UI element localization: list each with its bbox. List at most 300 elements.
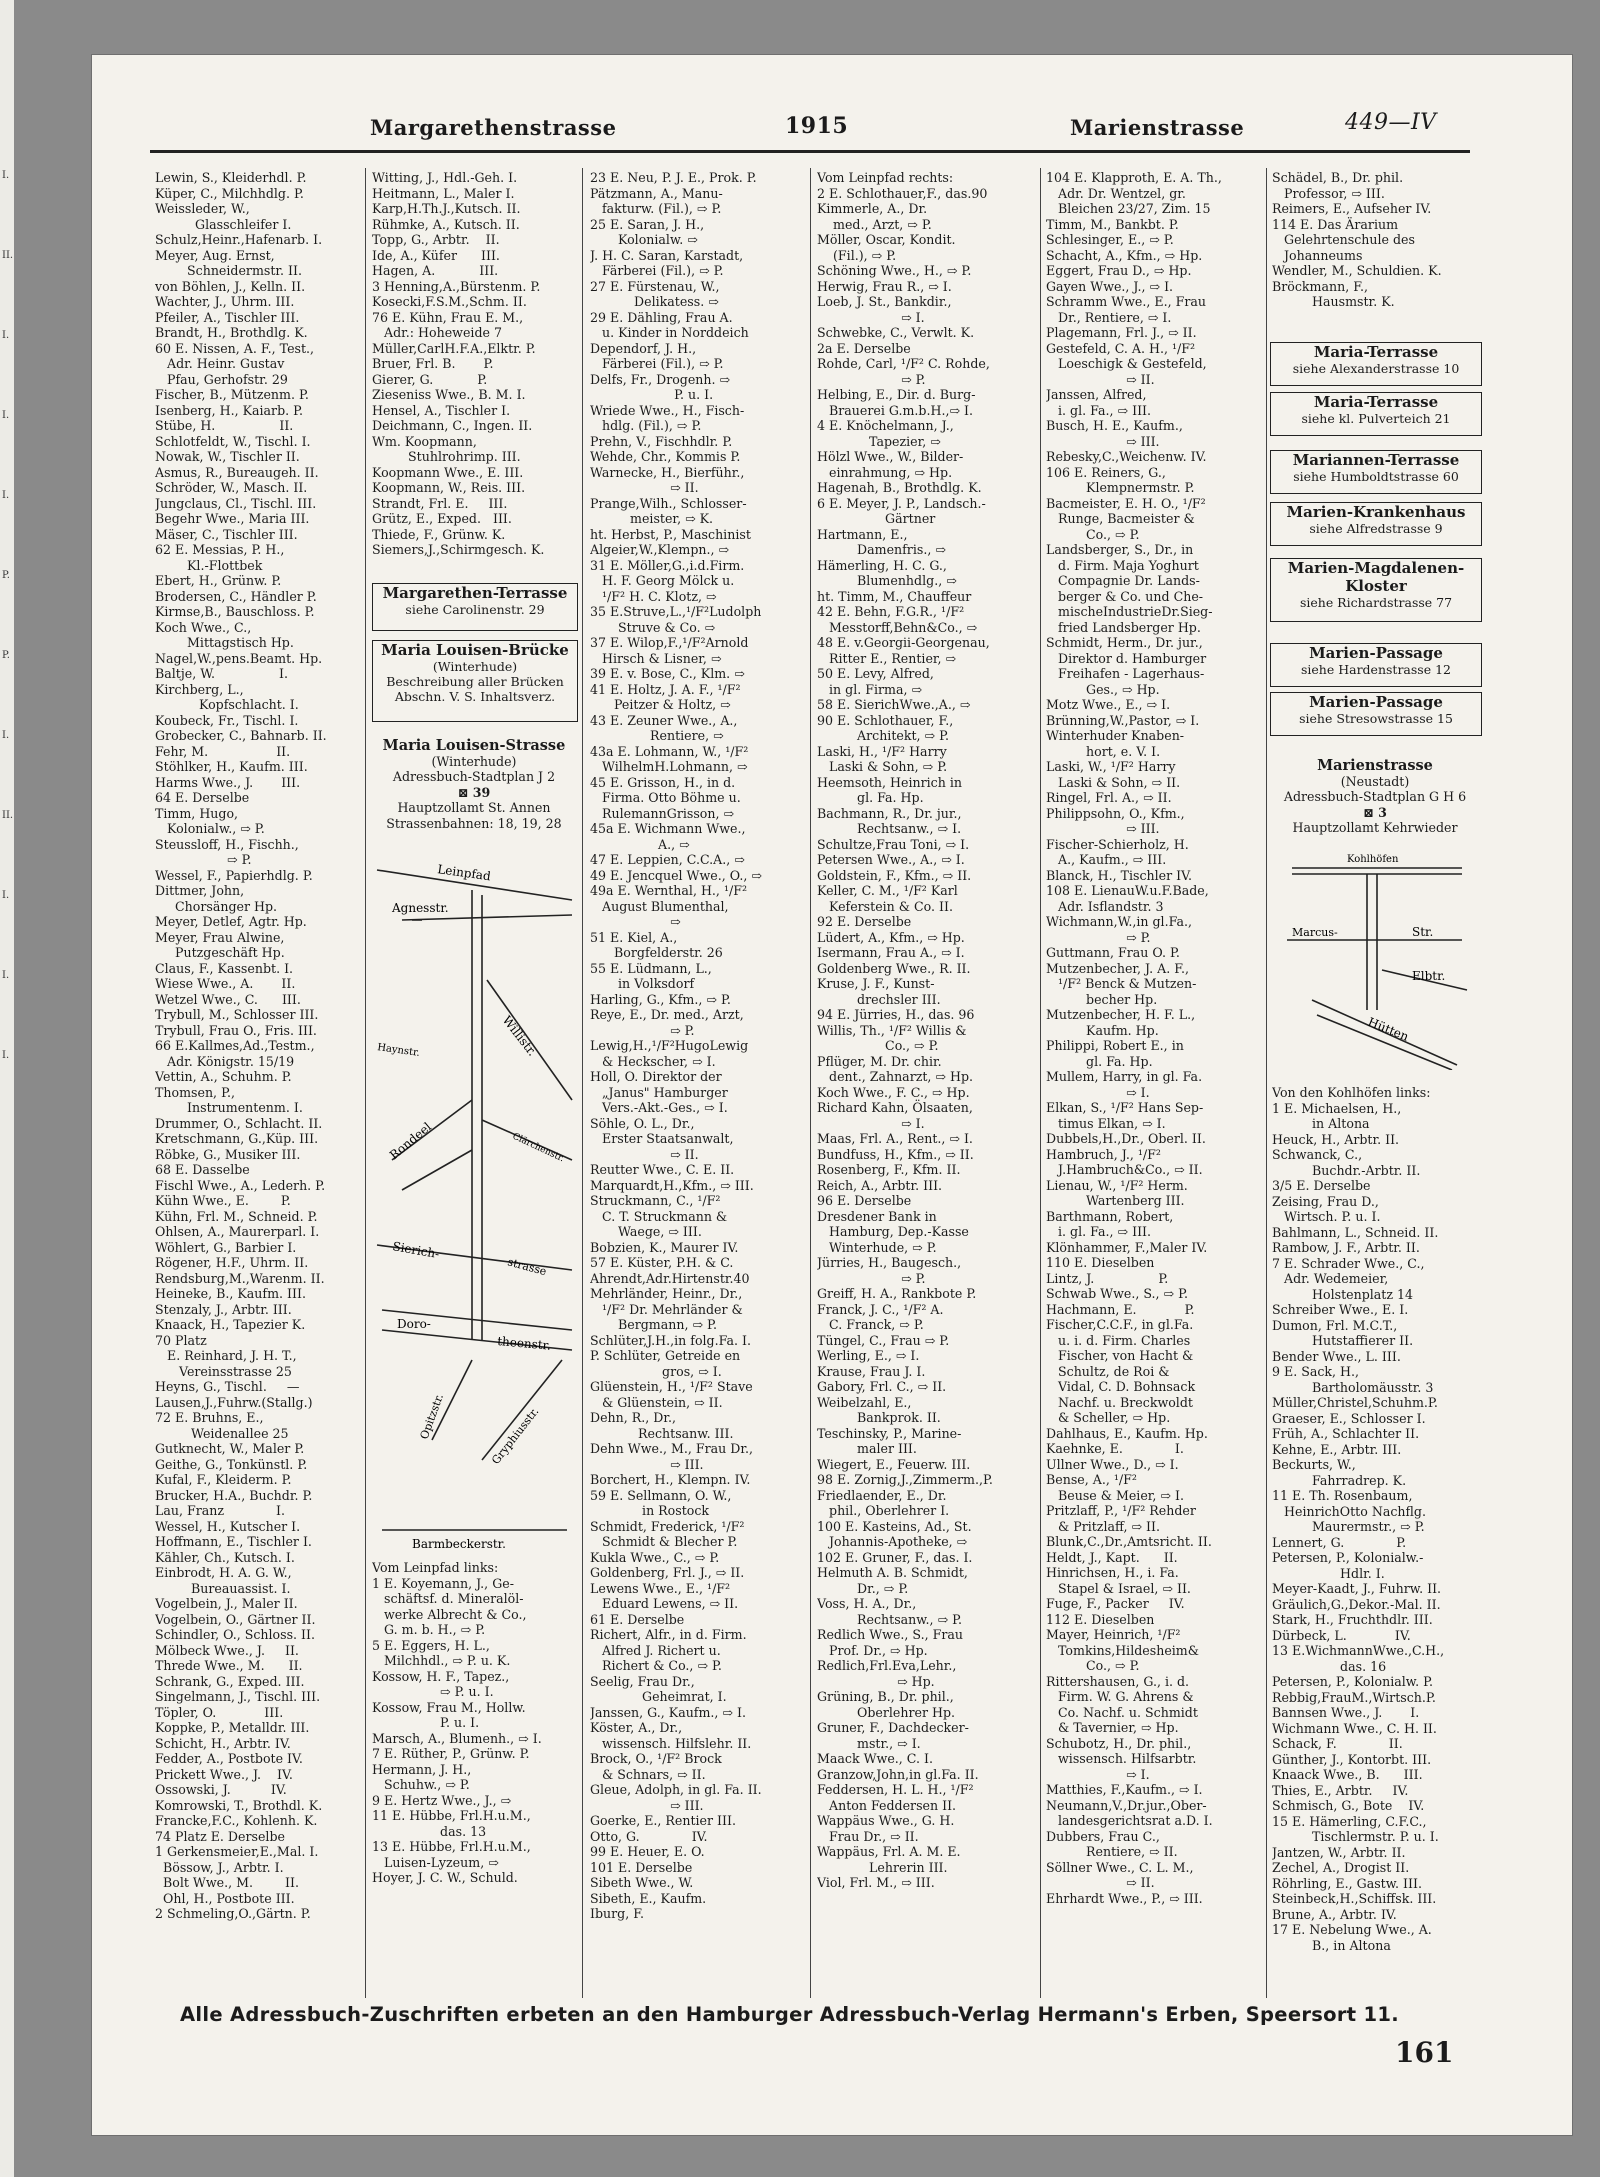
directory-entry: Beckurts, W., <box>1272 1457 1356 1472</box>
directory-entry: Hamburg, Dep.-Kasse <box>817 1224 969 1239</box>
column-6-top <box>1272 170 1482 330</box>
directory-entry: 9 E. Sack, H., <box>1272 1364 1360 1379</box>
directory-entry: 106 E. Reiners, G., <box>1046 464 1166 480</box>
directory-entry: Brucker, H.A., Buchdr. P. <box>155 1487 313 1503</box>
directory-entry: Bahlmann, L., Schneid. II. <box>1272 1224 1439 1240</box>
directory-entry: Kossow, H. F., Tapez., <box>372 1668 510 1684</box>
directory-entry: Brauerei G.m.b.H.,⇨ I. <box>817 402 974 418</box>
directory-entry: Wetzel Wwe., C. III. <box>155 991 301 1007</box>
directory-entry: hort, e. V. I. <box>1046 743 1161 759</box>
directory-entry: Seelig, Frau Dr., <box>590 1673 695 1689</box>
directory-entry: Bergmann, ⇨ P. <box>590 1317 717 1332</box>
directory-entry: Gabory, Frl. C., ⇨ II. <box>817 1379 947 1394</box>
directory-entry: Krause, Frau J. I. <box>817 1363 926 1379</box>
directory-entry: (Fil.), ⇨ P. <box>817 247 897 263</box>
directory-entry: Zieseniss Wwe., B. M. I. <box>372 387 526 402</box>
box-title: Mariannen-Terrasse <box>1292 451 1460 469</box>
directory-entry: Stübe, H. II. <box>155 418 294 433</box>
directory-entry: Rebesky,C.,Weichenw. IV. <box>1046 449 1207 464</box>
directory-entry: Mutzenbecher, H. F. L., <box>1046 1007 1196 1022</box>
directory-entry: Wendler, M., Schuldien. K. <box>1272 263 1442 278</box>
directory-entry: 45 E. Grisson, H., in d. <box>590 774 736 790</box>
directory-entry: gl. Fa. Hp. <box>1046 1053 1153 1069</box>
directory-entry: Nagel,W.,pens.Beamt. Hp. <box>155 650 323 666</box>
directory-entry: Mittagstisch Hp. <box>155 635 294 650</box>
directory-entry: C. T. Struckmann & <box>590 1208 728 1224</box>
directory-entry: Hinrichsen, H., i. Fa. <box>1046 1565 1179 1580</box>
directory-entry: 11 E. Hübbe, Frl.H.u.M., <box>372 1808 531 1823</box>
directory-entry: & Schnars, ⇨ II. <box>590 1766 706 1782</box>
directory-entry: 92 E. Derselbe <box>817 914 912 929</box>
directory-entry: Von den Kohlhöfen links: <box>1272 1085 1431 1100</box>
directory-entry: wissensch. Hilfslehr. II. <box>590 1735 752 1751</box>
directory-entry: Petersen, P., Kolonialw.- <box>1272 1550 1424 1565</box>
directory-entry: Redlich,Frl.Eva,Lehr., <box>817 1658 957 1673</box>
section-line: Hauptzollamt St. Annen <box>397 800 551 815</box>
directory-entry: 51 E. Kiel, A., <box>590 929 678 945</box>
directory-entry: Timm, M., Bankbt. P. <box>1046 216 1179 232</box>
directory-entry: Röhrling, E., Gastw. III. <box>1272 1875 1422 1891</box>
directory-entry: 42 E. Behn, F.G.R., ¹/F² <box>817 604 965 619</box>
directory-entry: Lewens Wwe., E., ¹/F² <box>590 1580 731 1596</box>
directory-entry: Tischlermstr. P. u. I. <box>1272 1829 1439 1844</box>
directory-entry: Töpler, O. III. <box>155 1704 284 1720</box>
directory-entry: 25 E. Saran, J. H., <box>590 216 705 232</box>
directory-entry: 100 E. Kasteins, Ad., St. <box>817 1518 972 1534</box>
directory-entry: Winterhude, ⇨ P. <box>817 1239 937 1255</box>
directory-entry: Lennert, G. P. <box>1272 1534 1407 1550</box>
directory-entry: 37 E. Wilop,F.,¹/F²Arnold <box>590 635 749 650</box>
directory-entry: Dubbels,H.,Dr., Oberl. II. <box>1046 1131 1206 1146</box>
previous-page-fragment: I. <box>2 170 10 181</box>
directory-entry: 66 E.Kallmes,Ad.,Testm., <box>155 1038 315 1053</box>
directory-entry: phil., Oberlehrer I. <box>817 1503 950 1518</box>
directory-entry: Janssen, G., Kaufm., ⇨ I. <box>590 1704 746 1720</box>
directory-entry: Ges., ⇨ Hp. <box>1046 681 1160 697</box>
column-divider <box>365 168 366 1998</box>
directory-entry: Steinbeck,H.,Schiffsk. III. <box>1272 1891 1437 1906</box>
directory-entry: Nachf. u. Breckwoldt <box>1046 1394 1193 1410</box>
directory-entry: Motz Wwe., E., ⇨ I. <box>1046 697 1171 712</box>
directory-entry: Co., ⇨ P. <box>1046 1658 1140 1673</box>
directory-entry: Koubeck, Fr., Tischl. I. <box>155 712 299 728</box>
directory-entry: maler III. <box>817 1441 917 1456</box>
directory-entry: Röbke, G., Musiker III. <box>155 1146 301 1162</box>
directory-entry: Keferstein & Co. II. <box>817 898 953 914</box>
directory-entry: Ringel, Frl. A., ⇨ II. <box>1046 790 1172 805</box>
directory-entry: Möller, Oscar, Kondit. <box>817 232 956 247</box>
directory-entry: Ebert, H., Grünw. P. <box>155 573 282 588</box>
directory-entry: 60 E. Nissen, A. F., Test., <box>155 340 315 356</box>
directory-entry: Buchdr.-Arbtr. II. <box>1272 1162 1421 1178</box>
directory-entry: Ohl, H., Postbote III. <box>155 1890 295 1906</box>
directory-entry: Putzgeschäft Hp. <box>155 945 285 960</box>
directory-entry: Teschinsky, P., Marine- <box>817 1425 962 1441</box>
directory-entry: C. Franck, ⇨ P. <box>817 1317 924 1332</box>
directory-entry: Dr., Rentiere, ⇨ I. <box>1046 309 1172 325</box>
directory-entry: Schultz, de Roi & <box>1046 1363 1170 1379</box>
directory-entry: Schmidt & Blecher P. <box>590 1534 738 1549</box>
directory-entry: ⇨ P. <box>817 1270 926 1286</box>
box-sub: siehe Alexanderstrasse 10 <box>1292 361 1460 376</box>
directory-entry: Threde Wwe., M. II. <box>155 1658 303 1673</box>
previous-page-fragment: II. <box>2 810 14 821</box>
directory-entry: Greiff, H. A., Rankbote P. <box>817 1286 977 1301</box>
directory-entry: das. 16 <box>1272 1658 1387 1674</box>
box-sub: siehe kl. Pulverteich 21 <box>1301 411 1451 426</box>
previous-page-fragment: I. <box>2 1050 10 1061</box>
directory-entry: Algeier,W.,Klempn., ⇨ <box>590 542 730 557</box>
directory-entry: Adr. Königstr. 15/19 <box>155 1053 295 1069</box>
directory-entry: ⇨ I. <box>1046 1766 1150 1782</box>
directory-entry: Bleichen 23/27, Zim. 15 <box>1046 201 1211 216</box>
directory-entry: Dittmer, John, <box>155 883 245 898</box>
directory-entry: Prange,Wilh., Schlosser- <box>590 495 747 511</box>
directory-entry: Eduard Lewens, ⇨ II. <box>590 1596 739 1611</box>
map-label-kohlhoefen: Kohlhöfen <box>1347 854 1399 865</box>
directory-entry: 101 E. Derselbe <box>590 1859 693 1875</box>
directory-entry: 59 E. Sellmann, O. W., <box>590 1487 732 1503</box>
directory-entry: Hagenah, B., Brothdlg. K. <box>817 480 982 495</box>
directory-entry: Brune, A., Arbtr. IV. <box>1272 1906 1397 1922</box>
directory-entry: Bartholomäusstr. 3 <box>1272 1379 1434 1395</box>
directory-entry: Reye, E., Dr. med., Arzt, <box>590 1007 744 1022</box>
directory-entry: von Böhlen, J., Kelln. II. <box>155 278 306 294</box>
directory-entry: 43a E. Lohmann, W., ¹/F² <box>590 743 749 759</box>
directory-entry: Redlich Wwe., S., Frau <box>817 1627 963 1642</box>
directory-entry: 6 E. Meyer, J. P., Landsch.- <box>817 495 986 511</box>
map-label-marcus: Marcus- <box>1292 926 1338 939</box>
directory-entry: Gestefeld, C. A. H., ¹/F² <box>1046 340 1196 356</box>
directory-entry: Goldstein, F., Kfm., ⇨ II. <box>817 867 972 883</box>
directory-entry: Prickett Wwe., J. IV. <box>155 1766 293 1782</box>
directory-entry: Rittershausen, G., i. d. <box>1046 1673 1190 1689</box>
directory-entry: E. Reinhard, J. H. T., <box>155 1348 297 1363</box>
directory-entry: Adr. Dr. Wentzel, gr. <box>1046 185 1186 201</box>
directory-entry: 72 E. Bruhns, E., <box>155 1410 264 1425</box>
directory-entry: Professor, ⇨ III. <box>1272 185 1385 201</box>
directory-entry: Goldenberg, Frl. J., ⇨ II. <box>590 1565 745 1580</box>
directory-entry: Karp,H.Th.J.,Kutsch. II. <box>372 201 521 216</box>
directory-entry: Steussloff, H., Fischh., <box>155 836 299 852</box>
directory-entry: Mäser, C., Tischler III. <box>155 526 298 542</box>
directory-entry: Schicht, H., Arbtr. IV. <box>155 1735 291 1751</box>
directory-entry: Drummer, O., Schlacht. II. <box>155 1115 323 1131</box>
directory-entry: ht. Timm, M., Chauffeur <box>817 588 972 604</box>
directory-entry: Bröckmann, F., <box>1272 278 1369 294</box>
map-label-barmbeckerstr: Barmbeckerstr. <box>412 1537 506 1551</box>
directory-entry: Herwig, Frau R., ⇨ I. <box>817 278 952 294</box>
directory-entry: 48 E. v.Georgii-Georgenau, <box>817 635 990 650</box>
directory-entry: Harling, G., Kfm., ⇨ P. <box>590 991 731 1007</box>
directory-entry: Hirsch & Lisner, ⇨ <box>590 650 722 666</box>
directory-entry: Grütz, E., Exped. III. <box>372 511 512 526</box>
directory-entry: Meyer-Kaadt, J., Fuhrw. II. <box>1272 1581 1442 1596</box>
directory-entry: Jungclaus, Cl., Tischl. III. <box>155 495 317 511</box>
box-maria-terrasse-2 <box>1270 392 1482 436</box>
directory-entry: Deichmann, C., Ingen. II. <box>372 418 533 433</box>
directory-entry: Fischer, B., Mützenm. P. <box>155 387 309 402</box>
directory-entry: Hausmstr. K. <box>1272 294 1395 309</box>
directory-entry: Ossowski, J. IV. <box>155 1782 287 1797</box>
directory-entry: Barthmann, Robert, <box>1046 1208 1174 1224</box>
directory-entry: Friedlaender, E., Dr. <box>817 1487 947 1503</box>
directory-entry: ⇨ I. <box>1046 1084 1150 1100</box>
directory-entry: Lewig,H.,¹/F²HugoLewig <box>590 1038 749 1053</box>
directory-entry: 112 E. Dieselben <box>1046 1611 1155 1627</box>
directory-entry: Wehde, Chr., Kommis P. <box>590 449 741 464</box>
directory-entry: Küper, C., Milchhdlg. P. <box>155 185 304 201</box>
directory-entry: Richert, Alfr., in d. Firm. <box>590 1627 747 1642</box>
directory-entry: ⇨ II. <box>590 480 699 495</box>
directory-entry: Wichmann,W.,in gl.Fa., <box>1046 914 1192 929</box>
box-marien-krankenhaus <box>1270 502 1482 546</box>
section-line: (Winterhude) <box>431 753 517 769</box>
directory-entry: Thomsen, P., <box>155 1084 235 1100</box>
directory-entry: Petersen, P., Kolonialw. P. <box>1272 1674 1434 1689</box>
directory-entry: Hermann, J. H., <box>372 1761 472 1777</box>
directory-entry: Kolonialw., ⇨ P. <box>155 821 265 836</box>
directory-entry: Hoyer, J. C. W., Schuld. <box>372 1870 518 1885</box>
section-line: Hauptzollamt Kehrwieder <box>1292 820 1458 835</box>
directory-entry: Schlotfeldt, W., Tischl. I. <box>155 433 311 449</box>
directory-entry: Wiegert, E., Feuerw. III. <box>817 1456 971 1472</box>
page-reference: 449—IV <box>1345 110 1437 135</box>
directory-entry: Anton Feddersen II. <box>817 1797 957 1813</box>
directory-entry: 99 E. Heuer, E. O. <box>590 1844 705 1859</box>
directory-entry: Ritter E., Rentier, ⇨ <box>817 650 957 666</box>
section-line: ⊠ 39 <box>457 784 491 800</box>
directory-entry: Heyns, G., Tischl. — <box>155 1379 300 1394</box>
directory-entry: Loeb, J. St., Bankdir., <box>817 294 952 309</box>
directory-entry: 11 E. Th. Rosenbaum, <box>1272 1488 1413 1503</box>
directory-entry: das. 13 <box>372 1823 487 1839</box>
directory-entry: ⇨ I. <box>817 1115 925 1131</box>
directory-entry: Schwab Wwe., S., ⇨ P. <box>1046 1286 1188 1301</box>
directory-entry: Laski & Sohn, ⇨ P. <box>817 759 948 774</box>
directory-entry: Kolonialw. ⇨ <box>590 232 698 247</box>
directory-entry: A., ⇨ <box>590 836 690 852</box>
directory-entry: Dependorf, J. H., <box>590 340 697 356</box>
directory-entry: Johanneums <box>1272 247 1363 263</box>
directory-entry: Grüning, B., Dr. phil., <box>817 1689 954 1704</box>
section-line: Strassenbahnen: 18, 19, 28 <box>386 815 562 831</box>
directory-entry: 55 E. Lüdmann, L., <box>590 960 712 976</box>
directory-entry: Schmisch, G., Bote IV. <box>1272 1798 1425 1813</box>
directory-entry: Struve & Co. ⇨ <box>590 619 716 635</box>
directory-entry: Glüenstein, H., ¹/F² Stave <box>590 1379 753 1394</box>
directory-entry: Topp, G., Arbtr. II. <box>372 232 500 247</box>
column-2 <box>372 170 577 570</box>
directory-entry: Schmidt, Frederick, ¹/F² <box>590 1518 745 1534</box>
directory-entry: 61 E. Derselbe <box>590 1611 685 1627</box>
directory-entry: Oberlehrer Hp. <box>817 1704 956 1720</box>
directory-entry: Färberei (Fil.), ⇨ P. <box>590 263 724 278</box>
box-sub: siehe Carolinenstr. 29 <box>405 602 545 617</box>
directory-entry: 17 E. Nebelung Wwe., A. <box>1272 1922 1432 1937</box>
directory-entry: Koch Wwe., C., <box>155 619 252 635</box>
directory-entry: Kaufm. Hp. <box>1046 1022 1159 1038</box>
directory-entry: Knaack Wwe., B. III. <box>1272 1767 1423 1782</box>
directory-entry: 74 Platz E. Derselbe <box>155 1828 285 1844</box>
directory-entry: Granzow,John,in gl.Fa. II. <box>817 1766 979 1782</box>
directory-entry: G. m. b. H., ⇨ P. <box>372 1622 486 1637</box>
directory-entry: Begehr Wwe., Maria III. <box>155 511 310 526</box>
directory-entry: berger & Co. und Che- <box>1046 588 1204 604</box>
directory-entry: Söllner Wwe., C. L. M., <box>1046 1859 1194 1875</box>
directory-entry: Schwanck, C., <box>1272 1147 1363 1162</box>
directory-entry: Stapel & Israel, ⇨ II. <box>1046 1580 1191 1596</box>
directory-entry: 41 E. Holtz, J. A. F., ¹/F² <box>590 681 741 697</box>
directory-entry: in Rostock <box>590 1503 710 1518</box>
directory-entry: 94 E. Jürries, H., das. 96 <box>817 1007 975 1022</box>
directory-entry: Heldt, J., Kapt. II. <box>1046 1549 1178 1565</box>
directory-entry: Iburg, F. <box>590 1906 645 1921</box>
directory-entry: Ide, A., Küfer III. <box>372 247 500 263</box>
directory-entry: Dresdener Bank in <box>817 1208 937 1224</box>
directory-entry: Siemers,J.,Schirmgesch. K. <box>372 542 545 557</box>
directory-entry: Kossow, Frau M., Hollw. <box>372 1699 526 1715</box>
directory-entry: Strandt, Frl. E. III. <box>372 495 508 511</box>
right-street-title: Marienstrasse <box>1070 115 1245 140</box>
directory-entry: 110 E. Dieselben <box>1046 1255 1155 1270</box>
directory-entry: drechsler III. <box>817 991 941 1007</box>
directory-entry: Rechtsanw. III. <box>590 1425 734 1441</box>
directory-entry: Lewin, S., Kleiderhdl. P. <box>155 170 307 185</box>
previous-page-fragment: P. <box>2 650 10 661</box>
directory-entry: Winterhuder Knaben- <box>1046 728 1185 743</box>
directory-entry: Struckmann, C., ¹/F² <box>590 1193 721 1208</box>
directory-entry: Plagemann, Frl. J., ⇨ II. <box>1046 325 1197 340</box>
directory-entry: Vers.-Akt.-Ges., ⇨ I. <box>590 1100 728 1115</box>
directory-entry: Prehn, V., Fischhdlr. P. <box>590 433 733 449</box>
directory-entry: 2a E. Derselbe <box>817 340 911 356</box>
directory-entry: Kühn Wwe., E. P. <box>155 1193 291 1208</box>
directory-entry: Brodersen, C., Händler P. <box>155 588 317 604</box>
previous-page-fragment: I. <box>2 330 10 341</box>
previous-page-fragment: I. <box>2 890 10 901</box>
directory-entry: Bankprok. II. <box>817 1410 941 1425</box>
directory-entry: Schulz,Heinr.,Hafenarb. I. <box>155 232 323 247</box>
column-3 <box>590 170 802 2050</box>
directory-entry: Hdlr. I. <box>1272 1565 1385 1581</box>
directory-entry: ⇨ P. u. I. <box>372 1684 494 1699</box>
directory-entry: Claus, F., Kassenbt. I. <box>155 960 294 976</box>
directory-entry: Kretschmann, G.,Küp. III. <box>155 1131 319 1146</box>
directory-entry: Thiede, F., Grünw. K. <box>372 526 506 542</box>
box-title: Marien-Passage <box>1309 644 1443 662</box>
column-5 <box>1046 170 1261 2050</box>
map-label-huetten: Hütten <box>1365 1014 1411 1044</box>
directory-entry: Gräulich,G.,Dekor.-Mal. II. <box>1272 1596 1441 1612</box>
directory-entry: 1 Gerkensmeier,E.,Mal. I. <box>155 1844 319 1859</box>
directory-entry: Eggert, Frau D., ⇨ Hp. <box>1046 263 1192 278</box>
directory-entry: Helmuth A. B. Schmidt, <box>817 1565 968 1580</box>
directory-entry: Fischl Wwe., A., Lederh. P. <box>155 1177 326 1193</box>
directory-entry: Hachmann, E. P. <box>1046 1301 1195 1317</box>
directory-entry: Schneidermstr. II. <box>155 263 303 278</box>
directory-entry: Schlesinger, E., ⇨ P. <box>1046 232 1174 247</box>
map-label-rondeel: Rondeel <box>386 1119 435 1163</box>
map-label-claerchenstr: Clärchenstr. <box>510 1131 566 1165</box>
directory-entry: Rentiere, ⇨ II. <box>1046 1844 1178 1859</box>
directory-entry: Schmidt, Herm., Dr. jur., <box>1046 635 1203 650</box>
directory-entry: Laski & Sohn, ⇨ II. <box>1046 774 1181 790</box>
directory-entry: Stuhlrohrimp. III. <box>372 449 521 464</box>
section-line: Adressbuch-Stadtplan J 2 <box>392 769 556 784</box>
directory-entry: Helbing, E., Dir. d. Burg- <box>817 387 976 402</box>
directory-entry: Witting, J., Hdl.-Geh. I. <box>372 170 518 185</box>
column-6-lower <box>1272 1085 1484 2005</box>
directory-entry: Tüngel, C., Frau ⇨ P. <box>817 1332 950 1348</box>
directory-entry: 49a E. Wernthal, H., ¹/F² <box>590 883 748 898</box>
directory-entry: Vereinsstrasse 25 <box>155 1363 292 1379</box>
directory-entry: Bolt Wwe., M. II. <box>155 1875 299 1890</box>
directory-entry: Heemsoth, Heinrich in <box>817 774 962 790</box>
directory-entry: fakturw. (Fil.), ⇨ P. <box>590 201 722 216</box>
section-marienstrasse <box>1270 758 1480 836</box>
directory-entry: Schuhw., ⇨ P. <box>372 1777 470 1792</box>
directory-entry: Vogelbein, J., Maler II. <box>155 1596 298 1611</box>
previous-page-fragment: P. <box>2 570 10 581</box>
directory-entry: ⇨ Hp. <box>817 1673 935 1689</box>
directory-entry: Gutknecht, W., Maler P. <box>155 1441 305 1456</box>
directory-entry: Hagen, A. III. <box>372 263 499 278</box>
directory-entry: 1 E. Koyemann, J., Ge- <box>372 1575 514 1591</box>
map-label-gryphiusstr: Gryphiusstr. <box>489 1405 542 1467</box>
directory-entry: Freihafen - Lagerhaus- <box>1046 666 1205 681</box>
directory-entry: Wöhlert, G., Barbier I. <box>155 1239 297 1255</box>
box-sub: siehe Hardenstrasse 12 <box>1301 662 1451 677</box>
directory-entry: Rebbig,FrauM.,Wirtsch.P. <box>1272 1689 1436 1705</box>
left-street-title: Margarethenstrasse <box>370 115 617 140</box>
section-line: ⊠ 3 <box>1363 804 1387 820</box>
directory-entry: Meyer, Aug. Ernst, <box>155 247 275 263</box>
directory-entry: Heitmann, L., Maler I. <box>372 185 515 201</box>
directory-entry: Isenberg, H., Kaiarb. P. <box>155 402 304 418</box>
directory-entry: Koopmann Wwe., E. III. <box>372 464 524 480</box>
directory-entry: Kimmerle, A., Dr. <box>817 201 928 216</box>
directory-entry: Alfred J. Richert u. <box>590 1642 721 1658</box>
directory-entry: Philippsohn, O., Kfm., <box>1046 805 1185 821</box>
directory-entry: Waege, ⇨ III. <box>590 1224 702 1239</box>
map-label-sierich: Sierich- <box>391 1239 441 1262</box>
directory-entry: Schwebke, C., Verwlt. K. <box>817 325 975 340</box>
directory-entry: Köster, A., Dr., <box>590 1720 683 1735</box>
directory-entry: Feddersen, H. L. H., ¹/F² <box>817 1782 974 1797</box>
directory-entry: Gleue, Adolph, in gl. Fa. II. <box>590 1782 762 1797</box>
directory-entry: Rendsburg,M.,Warenm. II. <box>155 1270 325 1286</box>
previous-page-fragment: II. <box>2 250 14 261</box>
directory-entry: Wappäus Wwe., G. H. <box>817 1813 955 1828</box>
map-label-agnesstr: Agnesstr. <box>392 901 449 915</box>
directory-entry: u. i. d. Firm. Charles <box>1046 1332 1191 1348</box>
directory-entry: Müller,Christel,Schuhm.P. <box>1272 1395 1438 1410</box>
directory-entry: Vettin, A., Schuhm. P. <box>155 1069 292 1084</box>
column-1 <box>155 170 360 2050</box>
directory-entry: Kehne, E., Arbtr. III. <box>1272 1441 1402 1457</box>
directory-entry: Neumann,V.,Dr.jur.,Ober- <box>1046 1797 1207 1813</box>
directory-entry: Rosenberg, F., Kfm. II. <box>817 1162 961 1177</box>
directory-entry: 98 E. Zornig,J.,Zimmerm.,P. <box>817 1472 993 1487</box>
directory-entry: Elkan, S., ¹/F² Hans Sep- <box>1046 1100 1204 1115</box>
directory-entry: Tapezier, ⇨ <box>817 433 941 449</box>
directory-entry: Chorsänger Hp. <box>155 898 278 914</box>
directory-entry: werke Albrecht & Co., <box>372 1606 527 1622</box>
directory-entry: Laski, H., ¹/F² Harry <box>817 743 947 759</box>
directory-entry: Schack, F. II. <box>1272 1736 1403 1751</box>
directory-entry: Lau, Franz I. <box>155 1503 286 1518</box>
